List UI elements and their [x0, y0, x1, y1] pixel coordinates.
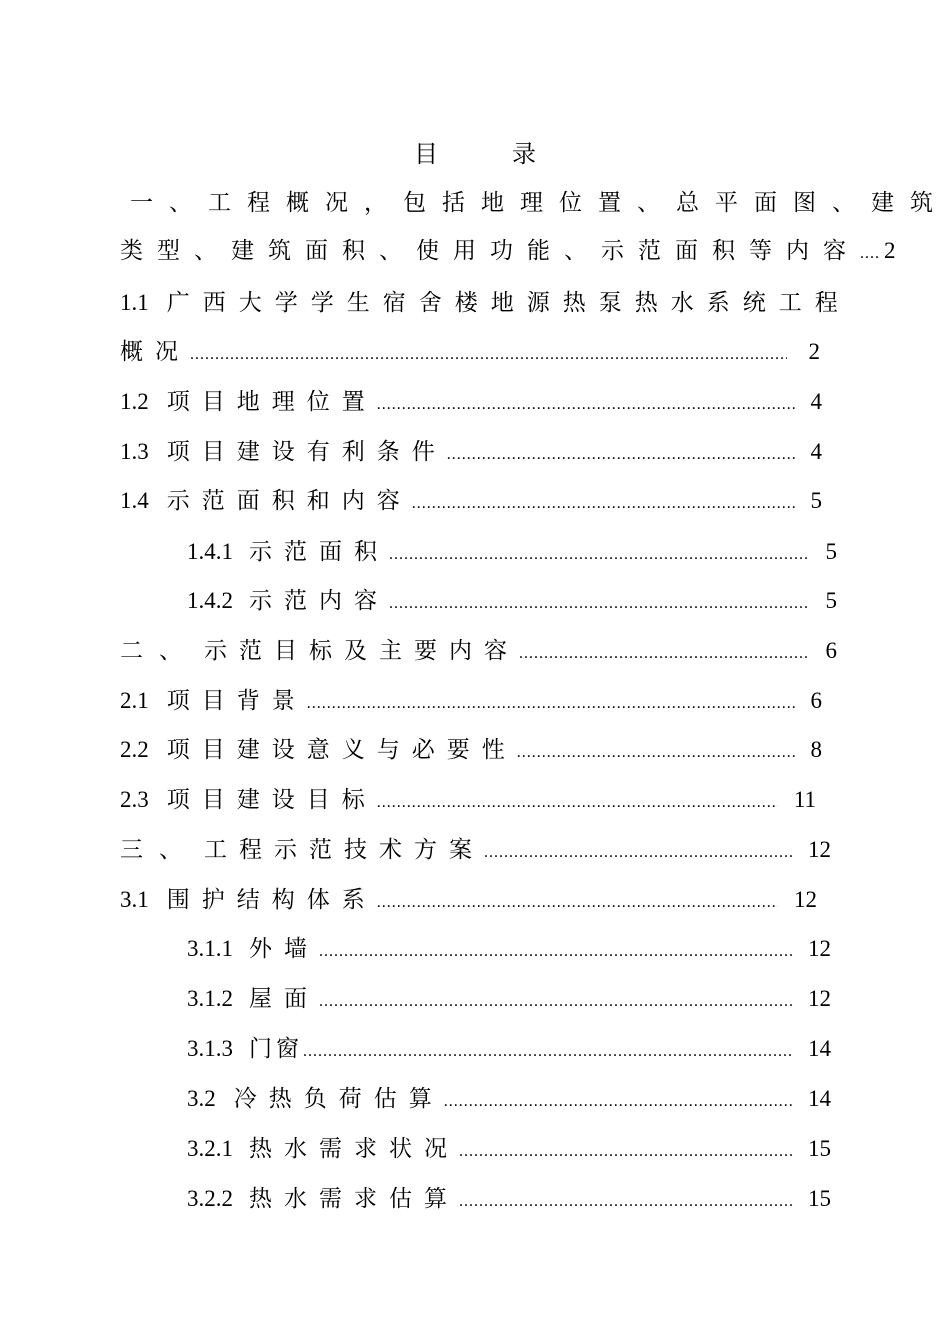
dot-leader: [412, 495, 795, 513]
toc-page-number: 2: [808, 339, 820, 364]
toc-entry-number: 3.1.2: [187, 986, 233, 1011]
toc-entry-3-1-2[interactable]: [187, 980, 831, 1010]
toc-entry-number: 3.1.1: [187, 936, 233, 961]
toc-entry-text: 工程概况，包括地理位置、总平面图、建筑: [208, 190, 949, 215]
toc-entry-number: 2.1: [120, 688, 149, 713]
dot-leader: [517, 744, 795, 762]
toc-entry-2-1[interactable]: [120, 682, 822, 712]
toc-entry-number: 1.4: [120, 488, 149, 513]
dot-leader: [519, 645, 808, 663]
toc-entry-text: 门窗: [249, 1036, 303, 1061]
dot-leader: [447, 446, 795, 464]
dot-leader: [459, 1193, 792, 1211]
toc-entry-3-2-1[interactable]: [187, 1130, 831, 1160]
toc-entry-text: 示范面积和内容: [166, 488, 412, 513]
toc-entry-number: 一、: [130, 190, 208, 215]
toc-entry-1-3[interactable]: [120, 433, 822, 463]
toc-page-number: 12: [808, 837, 831, 862]
toc-entry-text: 冷热负荷估算: [233, 1086, 444, 1111]
dot-leader: [459, 1143, 792, 1161]
toc-entry-text: 热水需求估算: [249, 1186, 459, 1211]
toc-page-number: 5: [825, 539, 837, 564]
toc-page-number: 5: [810, 488, 822, 513]
toc-entry-1-4-1[interactable]: [187, 533, 837, 563]
dot-leader: [484, 844, 792, 862]
toc-entry-1-4[interactable]: [120, 482, 822, 512]
toc-page-number: 12: [808, 986, 831, 1011]
toc-entry-3-1-1[interactable]: [187, 930, 831, 960]
toc-page-number: 6: [825, 638, 837, 663]
toc-entry-chapter-3[interactable]: [120, 831, 831, 861]
toc-entry-3-2[interactable]: [187, 1080, 831, 1110]
toc-entry-text: 外墙: [249, 936, 319, 961]
toc-entry-text: 项目建设意义与必要性: [166, 737, 517, 762]
toc-entry-3-2-2[interactable]: [187, 1180, 831, 1210]
toc-entry-number: 1.2: [120, 389, 149, 414]
toc-entry-1-2[interactable]: [120, 383, 822, 413]
toc-page-number: 14: [808, 1086, 831, 1111]
toc-entry-text: 热水需求状况: [249, 1136, 459, 1161]
toc-page-number: 12: [808, 936, 831, 961]
toc-entry-text: 示范内容: [249, 588, 389, 613]
toc-entry-text: 示范目标及主要内容: [204, 638, 519, 663]
toc-entry-number: 1.4.2: [187, 588, 233, 613]
toc-page-number: 12: [794, 887, 817, 912]
toc-page-number: 14: [808, 1036, 831, 1061]
dot-leader: [303, 1043, 792, 1061]
toc-entry-number: 1.1: [120, 290, 149, 315]
dot-leader: [860, 245, 880, 263]
dot-leader: [389, 546, 808, 564]
toc-entry-text: 项目建设有利条件: [166, 439, 447, 464]
toc-entry-1-4-2[interactable]: [187, 582, 837, 612]
toc-entry-number: 1.3: [120, 439, 149, 464]
toc-entry-number: 2.2: [120, 737, 149, 762]
toc-entry-text: 类型、建筑面积、使用功能、示范面积等内容: [120, 238, 860, 263]
toc-entry-text: 工程示范技术方案: [204, 837, 484, 862]
toc-entry-number: 3.1: [120, 887, 149, 912]
toc-entry-chapter-2[interactable]: [120, 632, 837, 662]
toc-entry-text: 概况: [120, 339, 190, 364]
dot-leader: [377, 396, 795, 414]
toc-entry-number: 三、: [120, 837, 198, 862]
toc-entry-text: 围护结构体系: [166, 887, 377, 912]
toc-entry-text: 项目地理位置: [166, 389, 377, 414]
toc-entry-text: 项目建设目标: [166, 787, 377, 812]
dot-leader: [389, 595, 808, 613]
toc-entry-number: 3.1.3: [187, 1036, 233, 1061]
dot-leader: [319, 943, 792, 961]
toc-entry-number: 3.2: [187, 1086, 216, 1111]
toc-entry-number: 3.2.2: [187, 1186, 233, 1211]
toc-entry-number: 1.4.1: [187, 539, 233, 564]
toc-entry-number: 2.3: [120, 787, 149, 812]
dot-leader: [319, 993, 792, 1011]
toc-page-number: 15: [808, 1186, 831, 1211]
dot-leader: [307, 695, 795, 713]
toc-page-number: 15: [808, 1136, 831, 1161]
toc-entry-number: 3.2.1: [187, 1136, 233, 1161]
toc-page-number: 6: [810, 688, 822, 713]
toc-entry-text: 项目背景: [166, 688, 307, 713]
toc-entry-number: 二、: [120, 638, 198, 663]
dot-leader: [377, 794, 778, 812]
toc-title: 目 录: [414, 142, 570, 168]
toc-page-number: 11: [793, 787, 816, 812]
dot-leader: [190, 346, 787, 364]
toc-page-number: 5: [825, 588, 837, 613]
toc-page-number: 8: [810, 737, 822, 762]
dot-leader: [377, 894, 778, 912]
toc-page-number: 2: [884, 238, 896, 263]
dot-leader: [444, 1093, 792, 1111]
toc-entry-2-2[interactable]: [120, 731, 822, 761]
toc-entry-2-3[interactable]: [120, 781, 816, 811]
toc-entry-text: 示范面积: [249, 539, 389, 564]
toc-entry-3-1-3[interactable]: [187, 1030, 831, 1060]
toc-entry-3-1[interactable]: [120, 881, 817, 911]
toc-entry-text: 广西大学学生宿舍楼地源热泵热水系统工程: [166, 290, 851, 315]
toc-page-number: 4: [810, 439, 822, 464]
toc-page-number: 4: [810, 389, 822, 414]
toc-entry-text: 屋面: [249, 986, 319, 1011]
